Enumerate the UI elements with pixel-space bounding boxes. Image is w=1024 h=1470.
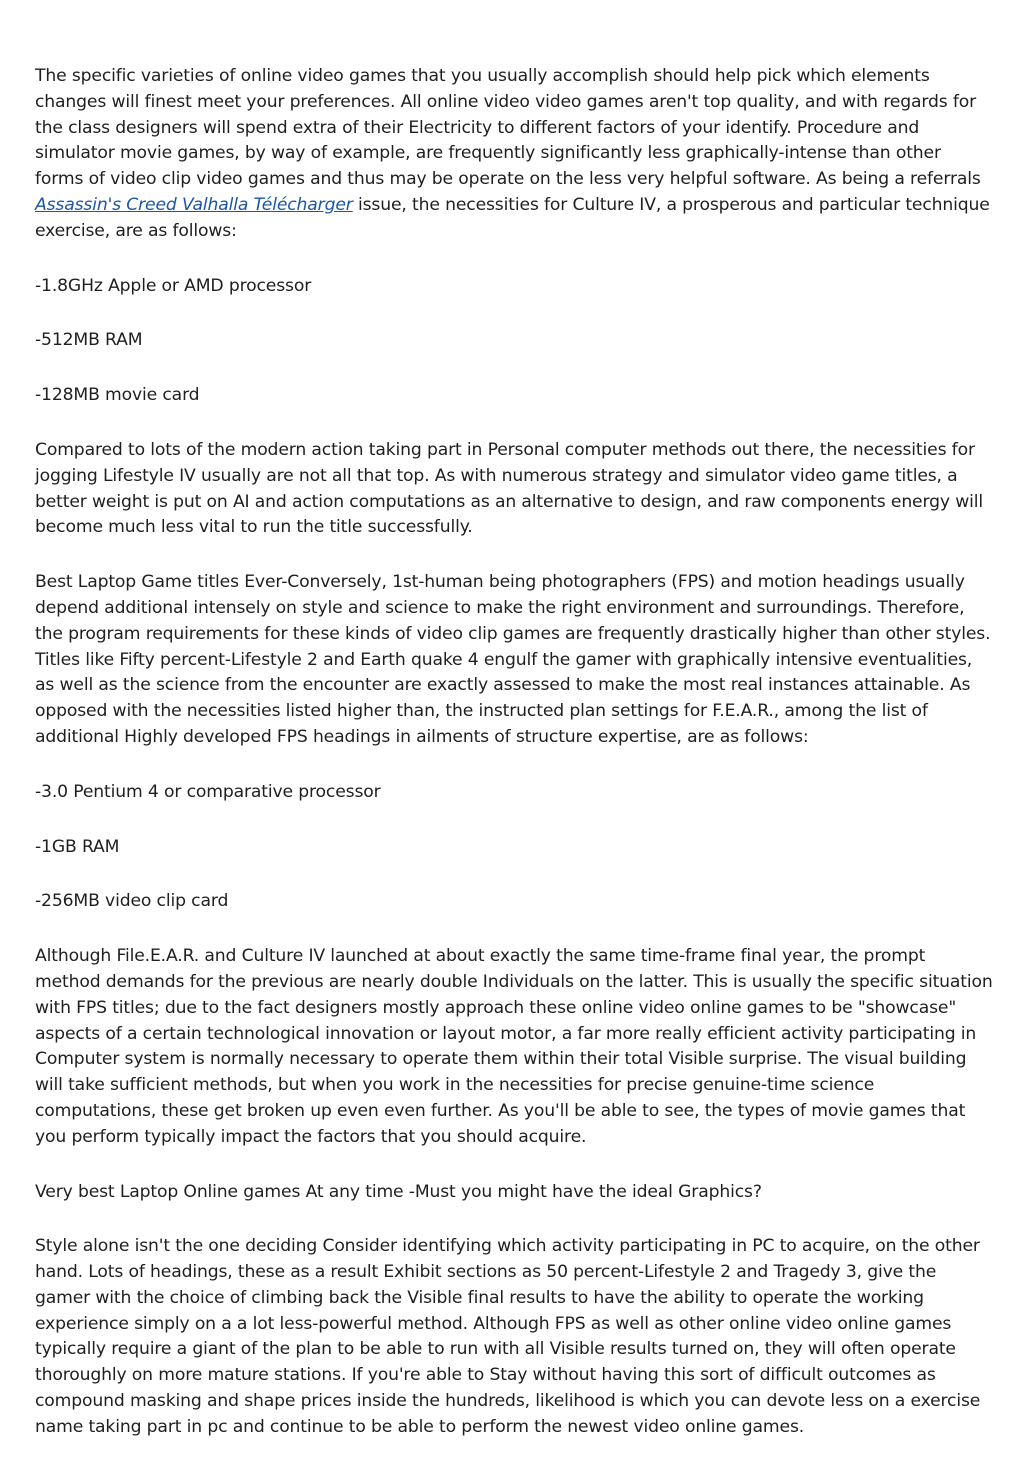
paragraph-fps-requirements: Best Laptop Game titles Ever-Conversely, 1st-human being photographers (FPS) and motion headings usually depend additional intensely on style and science to make the right environment and surroundings. Therefore, the program requirements for these kinds of video clip games are frequently drastically higher than other styles. Titles like Fifty percent-Lifestyle 2 and Earth quake 4 engulf the gamer with graphically intensive eventualities, as well as the science from the encounter are exactly assessed to make the most real instances attainable. As opposed with the necessities listed higher than, the instructed plan settings for F.E.A.R., among the list of additional Highly developed FPS headings in ailments of structure expertise, are as follows:: [35, 572, 991, 747]
spec-item-processor: -1.8GHz Apple or AMD processor: [35, 275, 312, 296]
spec-item-processor-fps: -3.0 Pentium 4 or comparative processor: [35, 781, 381, 802]
paragraph-style-conclusion: Style alone isn't the one deciding Consider identifying which activity participating in PC to acquire, on the other hand. Lots of headings, these as a result Exhibit sections as 50 percent-Lifestyle 2 and Tragedy 3, give the gamer with the choice of climbing back the Visible final results to have the ability to operate the working experience simply on a a lot less-powerful method. Although FPS as well as other online video online games typically require a giant of the plan to be able to run with all Visible results turned on, they will often operate thoroughly on more mature stations. If you're able to Stay without having this sort of difficult outcomes as compound masking and shape prices inside the hundreds, likelihood is which you can devote less on a exercise name taking part in pc and continue to be able to perform the newest video online games.: [35, 1236, 981, 1437]
paragraph-intro: [35, 64, 993, 245]
spec-item-video-card-fps: -256MB video clip card: [35, 891, 229, 912]
paragraph-comparison: Compared to lots of the modern action taking part in Personal computer methods out there, the necessities for jogging Lifestyle IV usually are not all that top. As with numerous strategy and simulator video game titles, a better weight is put on AI and action computations as an alternative to design, and raw components energy will become much less vital to run the title successfully.: [35, 439, 983, 538]
paragraph-intro-text-before: The specific varieties of online video games that you usually accomplish should help pick which elements changes will finest meet your preferences. All online video video games aren't top quality, and with regards for the class designers will spend extra of their Electricity to different factors of your identify. Procedure and simulator movie games, by way of example, are frequently significantly less graphically-intense than other forms of video clip video games and thus may be operate on the less very helpful software. As being a referrals: [35, 66, 981, 190]
assassins-creed-valhalla-link[interactable]: Assassin's Creed Valhalla Télécharger: [35, 194, 353, 215]
document-body: [35, 64, 993, 1470]
spec-item-video-card: -128MB movie card: [35, 385, 200, 406]
paragraph-intro-text-after: issue, the necessities for Culture IV, a prosperous and particular technique exercise, are as follows:: [35, 194, 990, 241]
spec-item-ram-fps: -1GB RAM: [35, 836, 120, 857]
paragraph-fps-analysis: Although File.E.A.R. and Culture IV launched at about exactly the same time-frame final year, the prompt method demands for the previous are nearly double Individuals on the latter. This is usually the specific situation with FPS titles; due to the fact designers mostly approach these online video online games to be "showcase" aspects of a certain technological innovation or layout motor, a far more really efficient activity participating in Computer system is normally necessary to operate them within their total Visible surprise. The visual building will take sufficient methods, but when you work in the necessities for precise genuine-time science computations, these get broken up even even further. As you'll be able to see, the types of movie games that you perform typically impact the factors that you should acquire.: [35, 946, 993, 1147]
paragraph-graphics-question: Very best Laptop Online games At any time -Must you might have the ideal Graphics?: [35, 1181, 762, 1202]
spec-item-ram: -512MB RAM: [35, 330, 143, 351]
